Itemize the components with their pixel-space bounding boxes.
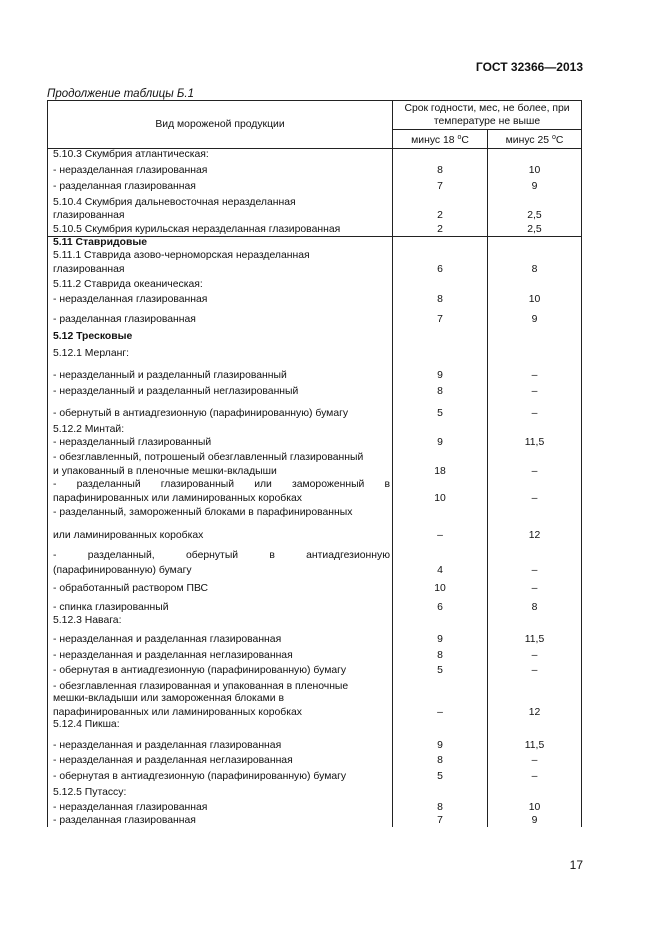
- product-cell: - неразделанная глазированная: [48, 161, 393, 177]
- shelf-life-minus-25: 2,5: [488, 209, 582, 222]
- shelf-life-minus-25: 11,5: [488, 436, 582, 449]
- table-row: [48, 291, 582, 306]
- table-row: [48, 783, 582, 799]
- shelf-life-minus-25: –: [488, 767, 582, 783]
- table-row: [48, 799, 582, 814]
- standard-code: ГОСТ 32366—2013: [475, 60, 583, 74]
- shelf-life-minus-18: [393, 420, 488, 436]
- shelf-life-minus-18: [393, 693, 488, 705]
- product-cell: - неразделанная и разделанная глазированная: [48, 731, 393, 752]
- product-cell: - спинка глазированный: [48, 595, 393, 614]
- product-cell: - обезглавленная глазированная и упакованная в пленочные: [48, 677, 393, 693]
- product-cell: 5.12.1 Мерланг:: [48, 343, 393, 360]
- table-row: [48, 662, 582, 677]
- shelf-life-minus-25: 11,5: [488, 731, 582, 752]
- header-minus-18: минус 18 $^o$C: [393, 130, 488, 149]
- shelf-life-minus-18: [393, 236, 488, 249]
- shelf-life-minus-18: 9: [393, 436, 488, 449]
- product-cell: - разделанная глазированная: [48, 177, 393, 193]
- table-row: [48, 360, 582, 382]
- shelf-life-minus-18: –: [393, 519, 488, 542]
- product-cell: - разделанная глазированная: [48, 814, 393, 827]
- product-cell: - разделанный, замороженный блоками в парафинированных: [48, 505, 393, 519]
- product-cell: 5.12.3 Навага:: [48, 614, 393, 627]
- shelf-life-minus-25: –: [488, 464, 582, 478]
- shelf-life-minus-25: –: [488, 752, 582, 767]
- shelf-life-minus-25: 12: [488, 519, 582, 542]
- shelf-life-minus-25: 9: [488, 814, 582, 827]
- table-row: [48, 577, 582, 595]
- product-cell: 5.10.5 Скумбрия курильская неразделанная глазированная: [48, 222, 393, 236]
- header-shelf-life: Срок годности, мес, не более, при температуре не выше: [393, 101, 582, 130]
- table-row: [48, 491, 582, 505]
- product-cell: - разделанный глазированный или замороженный в: [48, 478, 393, 491]
- table-row: [48, 705, 582, 719]
- product-cell: - неразделанный и разделанный неглазированный: [48, 382, 393, 398]
- table-row: [48, 398, 582, 420]
- shelf-life-minus-18: 8: [393, 291, 488, 306]
- table-row: [48, 519, 582, 542]
- shelf-life-minus-18: 9: [393, 731, 488, 752]
- table-row: [48, 249, 582, 262]
- table-row: [48, 646, 582, 662]
- product-cell: - неразделанная и разделанная неглазированная: [48, 646, 393, 662]
- page-number: 17: [569, 858, 583, 872]
- shelf-life-minus-18: 6: [393, 262, 488, 276]
- shelf-life-minus-18: 10: [393, 491, 488, 505]
- shelf-life-minus-18: 8: [393, 752, 488, 767]
- shelf-life-minus-25: 12: [488, 705, 582, 719]
- table-row: [48, 449, 582, 464]
- shelf-life-minus-18: 9: [393, 627, 488, 646]
- shelf-life-minus-25: –: [488, 577, 582, 595]
- table-row: [48, 436, 582, 449]
- shelf-life-minus-18: 8: [393, 646, 488, 662]
- product-cell: - разделанный, обернутый в антиадгезионную: [48, 542, 393, 562]
- product-cell: 5.12.5 Путассу:: [48, 783, 393, 799]
- shelf-life-minus-25: 10: [488, 799, 582, 814]
- shelf-life-minus-18: 7: [393, 814, 488, 827]
- shelf-life-minus-25: [488, 478, 582, 491]
- shelf-life-minus-18: 5: [393, 662, 488, 677]
- shelf-life-minus-18: 7: [393, 306, 488, 326]
- shelf-life-minus-18: 5: [393, 398, 488, 420]
- shelf-life-minus-18: [393, 149, 488, 162]
- shelf-life-minus-25: [488, 614, 582, 627]
- table-row: [48, 767, 582, 783]
- product-cell: мешки-вкладыши или замороженная блоками в: [48, 693, 393, 705]
- table-row: [48, 693, 582, 705]
- shelf-life-minus-25: [488, 542, 582, 562]
- table-row: [48, 382, 582, 398]
- shelf-life-minus-18: 6: [393, 595, 488, 614]
- table-row: [48, 719, 582, 731]
- shelf-life-minus-25: 11,5: [488, 627, 582, 646]
- shelf-life-minus-18: [393, 449, 488, 464]
- table-row: [48, 193, 582, 209]
- shelf-life-minus-25: –: [488, 662, 582, 677]
- table-row: [48, 276, 582, 291]
- shelf-life-minus-25: [488, 693, 582, 705]
- shelf-life-minus-25: [488, 326, 582, 343]
- header-product: Вид мороженой продукции: [48, 101, 393, 149]
- product-cell: - неразделанный глазированный: [48, 436, 393, 449]
- table-row: [48, 149, 582, 162]
- shelf-life-minus-18: 8: [393, 799, 488, 814]
- table-caption: Продолжение таблицы Б.1: [47, 88, 194, 100]
- shelf-life-minus-18: –: [393, 705, 488, 719]
- shelf-life-minus-18: 18: [393, 464, 488, 478]
- product-cell: - обернутый в антиадгезионную (парафинированную) бумагу: [48, 398, 393, 420]
- shelf-life-minus-25: [488, 193, 582, 209]
- shelf-life-minus-18: [393, 783, 488, 799]
- shelf-life-minus-25: 10: [488, 161, 582, 177]
- product-cell: - обезглавленный, потрошеный обезглавленный глазированный: [48, 449, 393, 464]
- table-row: [48, 343, 582, 360]
- product-cell: 5.10.3 Скумбрия атлантическая:: [48, 149, 393, 162]
- table-row: [48, 478, 582, 491]
- table-row: [48, 731, 582, 752]
- shelf-life-minus-25: 8: [488, 595, 582, 614]
- product-cell: - обработанный раствором ПВС: [48, 577, 393, 595]
- shelf-life-minus-25: [488, 783, 582, 799]
- table-row: [48, 209, 582, 222]
- table-row: [48, 420, 582, 436]
- product-cell: - обернутая в антиадгезионную (парафинированную) бумагу: [48, 662, 393, 677]
- product-cell: парафинированных или ламинированных коробках: [48, 705, 393, 719]
- shelf-life-minus-25: [488, 149, 582, 162]
- table-body: [48, 149, 582, 827]
- table-row: [48, 236, 582, 249]
- product-cell: (парафинированную) бумагу: [48, 562, 393, 577]
- table-row: [48, 306, 582, 326]
- shelf-life-minus-25: –: [488, 382, 582, 398]
- product-cell: 5.12 Тресковые: [48, 326, 393, 343]
- product-cell: - неразделанная и разделанная неглазированная: [48, 752, 393, 767]
- table-row: [48, 627, 582, 646]
- table-row: [48, 464, 582, 478]
- shelf-life-minus-18: 5: [393, 767, 488, 783]
- product-cell: - обернутая в антиадгезионную (парафинированную) бумагу: [48, 767, 393, 783]
- shelf-life-minus-25: [488, 343, 582, 360]
- product-cell: 5.12.4 Пикша:: [48, 719, 393, 731]
- product-cell: - разделанная глазированная: [48, 306, 393, 326]
- shelf-life-minus-25: –: [488, 562, 582, 577]
- shelf-life-minus-18: [393, 505, 488, 519]
- shelf-life-minus-25: 10: [488, 291, 582, 306]
- table-row: [48, 542, 582, 562]
- shelf-life-minus-25: [488, 677, 582, 693]
- shelf-life-minus-18: [393, 193, 488, 209]
- shelf-life-minus-18: [393, 719, 488, 731]
- shelf-life-minus-25: –: [488, 360, 582, 382]
- table-row: [48, 505, 582, 519]
- product-cell: и упакованный в пленочные мешки-вкладыши: [48, 464, 393, 478]
- shelf-life-minus-18: [393, 542, 488, 562]
- shelf-life-minus-25: –: [488, 491, 582, 505]
- table-row: [48, 562, 582, 577]
- product-cell: или ламинированных коробках: [48, 519, 393, 542]
- shelf-life-minus-25: [488, 449, 582, 464]
- shelf-life-minus-18: 9: [393, 360, 488, 382]
- header-minus-25: минус 25 $^o$C: [488, 130, 582, 149]
- shelf-life-minus-18: [393, 249, 488, 262]
- shelf-life-table: [47, 100, 582, 827]
- shelf-life-minus-25: 9: [488, 177, 582, 193]
- shelf-life-minus-25: [488, 719, 582, 731]
- table-row: [48, 595, 582, 614]
- shelf-life-minus-18: [393, 326, 488, 343]
- shelf-life-minus-25: –: [488, 398, 582, 420]
- table-row: [48, 222, 582, 236]
- shelf-life-minus-18: 8: [393, 382, 488, 398]
- shelf-life-minus-25: [488, 249, 582, 262]
- shelf-life-minus-18: [393, 677, 488, 693]
- product-cell: парафинированных или ламинированных коробках: [48, 491, 393, 505]
- table-row: [48, 677, 582, 693]
- product-cell: глазированная: [48, 209, 393, 222]
- table-row: [48, 326, 582, 343]
- shelf-life-minus-18: 4: [393, 562, 488, 577]
- shelf-life-minus-18: 7: [393, 177, 488, 193]
- shelf-life-minus-25: [488, 505, 582, 519]
- table-row: [48, 752, 582, 767]
- table-row: [48, 177, 582, 193]
- shelf-life-minus-25: –: [488, 646, 582, 662]
- shelf-life-minus-18: 8: [393, 161, 488, 177]
- shelf-life-minus-18: 2: [393, 222, 488, 236]
- product-cell: - неразделанная глазированная: [48, 291, 393, 306]
- shelf-life-minus-18: [393, 478, 488, 491]
- product-cell: - неразделанная глазированная: [48, 799, 393, 814]
- shelf-life-minus-25: 8: [488, 262, 582, 276]
- shelf-life-minus-18: [393, 614, 488, 627]
- table-row: [48, 262, 582, 276]
- product-cell: 5.11 Ставридовые: [48, 236, 393, 249]
- shelf-life-minus-18: 10: [393, 577, 488, 595]
- product-cell: 5.12.2 Минтай:: [48, 420, 393, 436]
- shelf-life-minus-18: [393, 276, 488, 291]
- shelf-life-minus-25: [488, 420, 582, 436]
- table-row: [48, 161, 582, 177]
- product-cell: глазированная: [48, 262, 393, 276]
- table-row: [48, 814, 582, 827]
- shelf-life-minus-25: [488, 276, 582, 291]
- shelf-life-minus-18: [393, 343, 488, 360]
- shelf-life-minus-18: 2: [393, 209, 488, 222]
- table-row: [48, 614, 582, 627]
- product-cell: 5.11.1 Ставрида азово-черноморская неразделанная: [48, 249, 393, 262]
- shelf-life-minus-25: 2,5: [488, 222, 582, 236]
- product-cell: 5.10.4 Скумбрия дальневосточная неразделанная: [48, 193, 393, 209]
- shelf-life-minus-25: [488, 236, 582, 249]
- product-cell: 5.11.2 Ставрида океаническая:: [48, 276, 393, 291]
- product-cell: - неразделанная и разделанная глазированная: [48, 627, 393, 646]
- shelf-life-minus-25: 9: [488, 306, 582, 326]
- product-cell: - неразделанный и разделанный глазированный: [48, 360, 393, 382]
